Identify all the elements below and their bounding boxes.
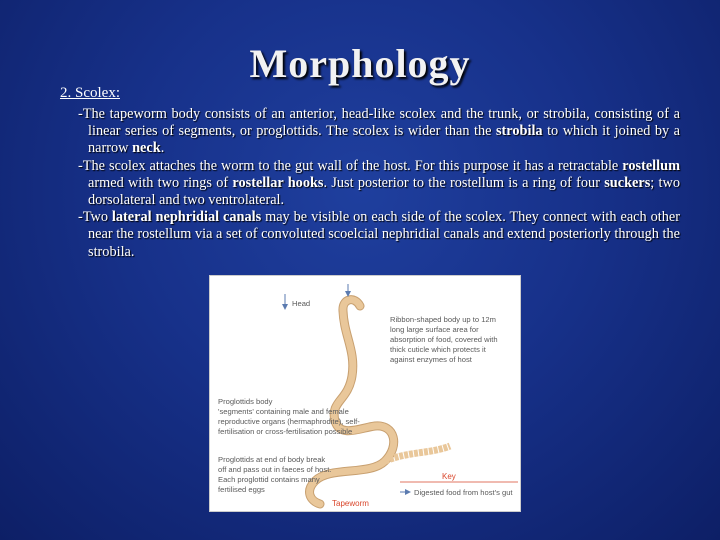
diagram-key [400,472,518,497]
svg-text:off and pass out in faeces of: off and pass out in faeces of host. [218,465,332,474]
svg-text:long large surface area for: long large surface area for [390,325,479,334]
svg-text:Proglottids body: Proglottids body [218,397,273,406]
body-text [78,106,680,261]
svg-text:reproductive organs (hermaphro: reproductive organs (hermaphrodite), self- [218,417,360,426]
section-heading: 2. Scolex: [60,85,120,101]
paragraph: -Two lateral nephridial canals may be visible on each side of the scolex. They connect with each other near the rostellum via a set of convoluted scoelcial nephridial canals and extend posteriorly through the strobila. [78,209,680,260]
paragraph: -The scolex attaches the worm to the gut wall of the host. For this purpose it has a retractable rostellum armed with two rings of rostellar hooks. Just posterior to the rostellum is a ring of four suckers; two dorsolateral and two ventrolateral. [78,157,680,209]
body-label [390,315,498,364]
svg-text:Each proglottid contains many: Each proglottid contains many [218,475,320,484]
svg-text:Key: Key [442,472,456,481]
svg-text:against enzymes of host: against enzymes of host [390,355,472,364]
slide-title: Morphology [249,41,471,86]
svg-text:Digested food from host's gut: Digested food from host's gut [414,488,513,497]
svg-text:fertilised eggs: fertilised eggs [218,485,265,494]
tapeworm-diagram [209,275,521,512]
svg-text:thick cuticle which protects i: thick cuticle which protects it [390,345,486,354]
svg-text:fertilisation or cross-fertili: fertilisation or cross-fertilisation possible [218,427,353,436]
paragraph: -The tapeworm body consists of an anterior, head-like scolex and the trunk, or strobila, consisting of a linear series of segments, or proglottids. The scolex is wider than the strobila to which it joined by a narrow neck. [78,106,680,157]
svg-text:Ribbon-shaped body up to 12m: Ribbon-shaped body up to 12m [390,315,496,324]
head-label: Head [292,299,311,308]
tapeworm-illustration [210,276,520,511]
svg-text:absorption of food, covered wi: absorption of food, covered with [390,335,498,344]
svg-text:Proglottids at end of body bre: Proglottids at end of body break [218,455,326,464]
svg-text:'segments' containing male and: 'segments' containing male and female [218,407,349,416]
diagram-caption: Tapeworm [332,499,369,508]
